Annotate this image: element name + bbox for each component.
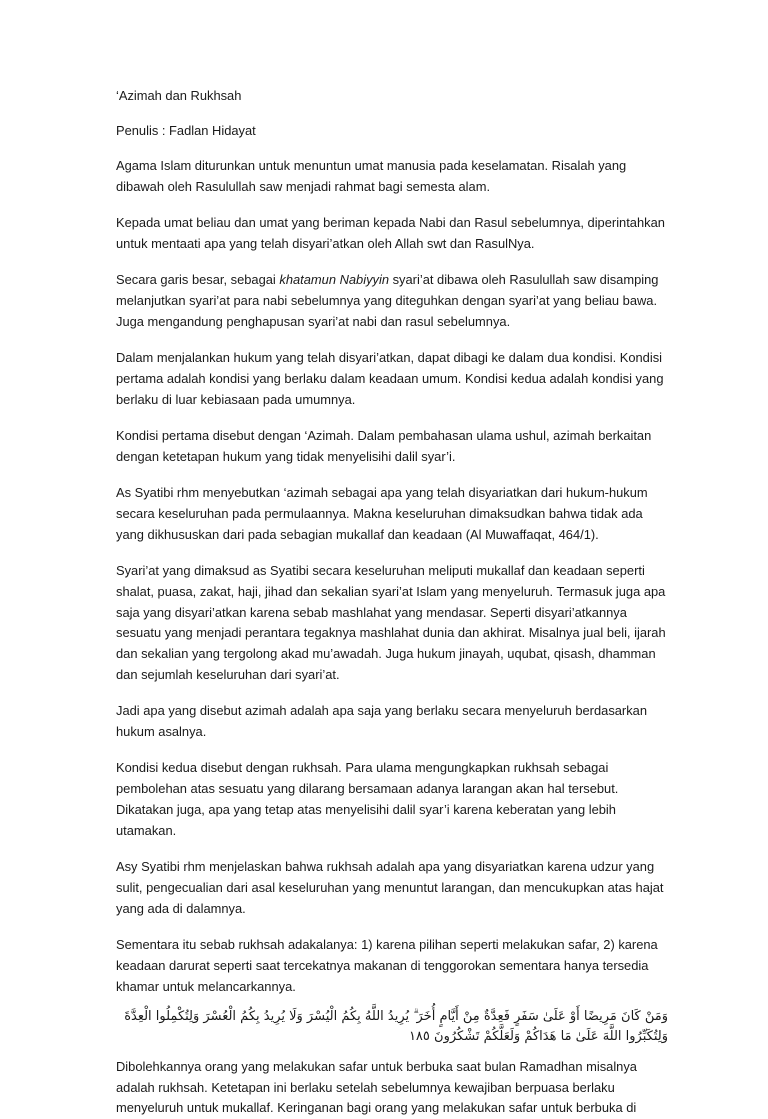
paragraph-9: Kondisi kedua disebut dengan rukhsah. Para ulama mengungkapkan rukhsah sebagai pembolehan atas sesuatu yang dilarang bersamaan adanya larangan akan hal tersebut. Dikatakan juga, apa yang tetap atas menyelisihi dalil syar’i karena keberatan yang lebih utamakan. (116, 760, 619, 838)
arabic-verse: وَمَنْ كَانَ مَرِيضًا أَوْ عَلَىٰ سَفَرٍ فَعِدَّةٌ مِنْ أَيَّامٍ أُخَرَ ۗ يُرِيدُ اللَّهُ بِكُمُ الْيُسْرَ وَلَا يُرِيدُ بِكُمُ الْعُسْرَ وَلِتُكْمِلُوا الْعِدَّةَ وَلِتُكَبِّرُوا اللَّهَ عَلَىٰ مَا هَدَاكُمْ وَلَعَلَّكُمْ تَشْكُرُونَ ١٨٥ (124, 1008, 668, 1044)
paragraph-3 (116, 270, 668, 332)
paragraph-3-text-start: Secara garis besar, sebagai (116, 272, 280, 288)
paragraph-4: Dalam menjalankan hukum yang telah disyari’atkan, dapat dibagi ke dalam dua kondisi. Kondisi pertama adalah kondisi yang berlaku dalam keadaan umum. Kondisi kedua adalah kondisi yang berlaku di luar kebiasaan pada umumnya. (116, 350, 664, 407)
paragraph-1: Agama Islam diturunkan untuk menuntun umat manusia pada keselamatan. Risalah yang dibawah oleh Rasulullah saw menjadi rahmat bagi semesta alam. (116, 158, 627, 194)
paragraph-11: Sementara itu sebab rukhsah adakalanya: 1) karena pilihan seperti melakukan safar, 2) karena keadaan darurat seperti saat tercekatnya makanan di tenggorokan sementara hanya tersedia khamar untuk melancarkannya. (116, 937, 658, 994)
paragraph-3-italic-term: khatamun Nabiyyin (279, 272, 390, 288)
paragraph-10: Asy Syatibi rhm menjelaskan bahwa rukhsah adalah apa yang disyariatkan karena udzur yang sulit, pengecualian dari asal keseluruhan yang menuntut larangan, dan mencukupkan atas hajat yang ada di dalamnya. (116, 859, 664, 916)
paragraph-7: Syari’at yang dimaksud as Syatibi secara keseluruhan meliputi mukallaf dan keadaan seperti shalat, puasa, zakat, haji, jihad dan sekalian syari’at Islam yang menyeluruh. Termasuk juga apa saja yang disyari’atkan karena sebab mashlahat yang mendasar. Seperti disyari’atkannya sesuatu yang menjadi perantara tegaknya mashlahat dunia dan akhirat. Misalnya jual beli, ijarah dan sekalian yang tergolong akad mu’awadah. Juga hukum jinayah, uqubat, qisash, dhamman dan sejumlah keseluruhan dari syari’at. (116, 563, 666, 683)
document-author: Penulis : Fadlan Hidayat (116, 123, 256, 139)
paragraph-3-text-end: syari’at dibawa oleh Rasulullah saw disamping melanjutkan syari’at para nabi sebelumnya yang diteguhkan dengan syari’at yang beliau bawa. Juga mengandung penghapusan syari’at nabi dan rasul sebelumnya. (116, 272, 659, 329)
paragraph-5: Kondisi pertama disebut dengan ‘Azimah. Dalam pembahasan ulama ushul, azimah berkaitan dengan ketetapan hukum yang tidak menyelisihi dalil syar’i. (116, 428, 652, 464)
paragraph-8: Jadi apa yang disebut azimah adalah apa saja yang berlaku secara menyeluruh berdasarkan hukum asalnya. (116, 703, 648, 740)
paragraph-6: As Syatibi rhm menyebutkan ‘azimah sebagai apa yang telah disyariatkan dari hukum-hukum secara keseluruhan pada permulaannya. Makna keseluruhan dimaksudkan bahwa tidak ada yang dikhususkan dari pada sebagian mukallaf dan keadaan (Al Muwaffaqat, 464/1). (116, 485, 648, 542)
paragraph-12: Dibolehkannya orang yang melakukan safar untuk berbuka saat bulan Ramadhan misalnya adalah rukhsah. Ketetapan ini berlaku setelah sebelumnya kewajiban berpuasa berlaku menyeluruh untuk mukallaf. Keringanan bagi orang yang melakukan safar untuk berbuka di (116, 1058, 637, 1116)
document-title: ‘Azimah dan Rukhsah (116, 88, 242, 103)
paragraph-2: Kepada umat beliau dan umat yang beriman kepada Nabi dan Rasul sebelumnya, diperintahkan untuk mentaati apa yang telah disyari’atkan oleh Allah swt dan RasulNya. (116, 215, 665, 251)
